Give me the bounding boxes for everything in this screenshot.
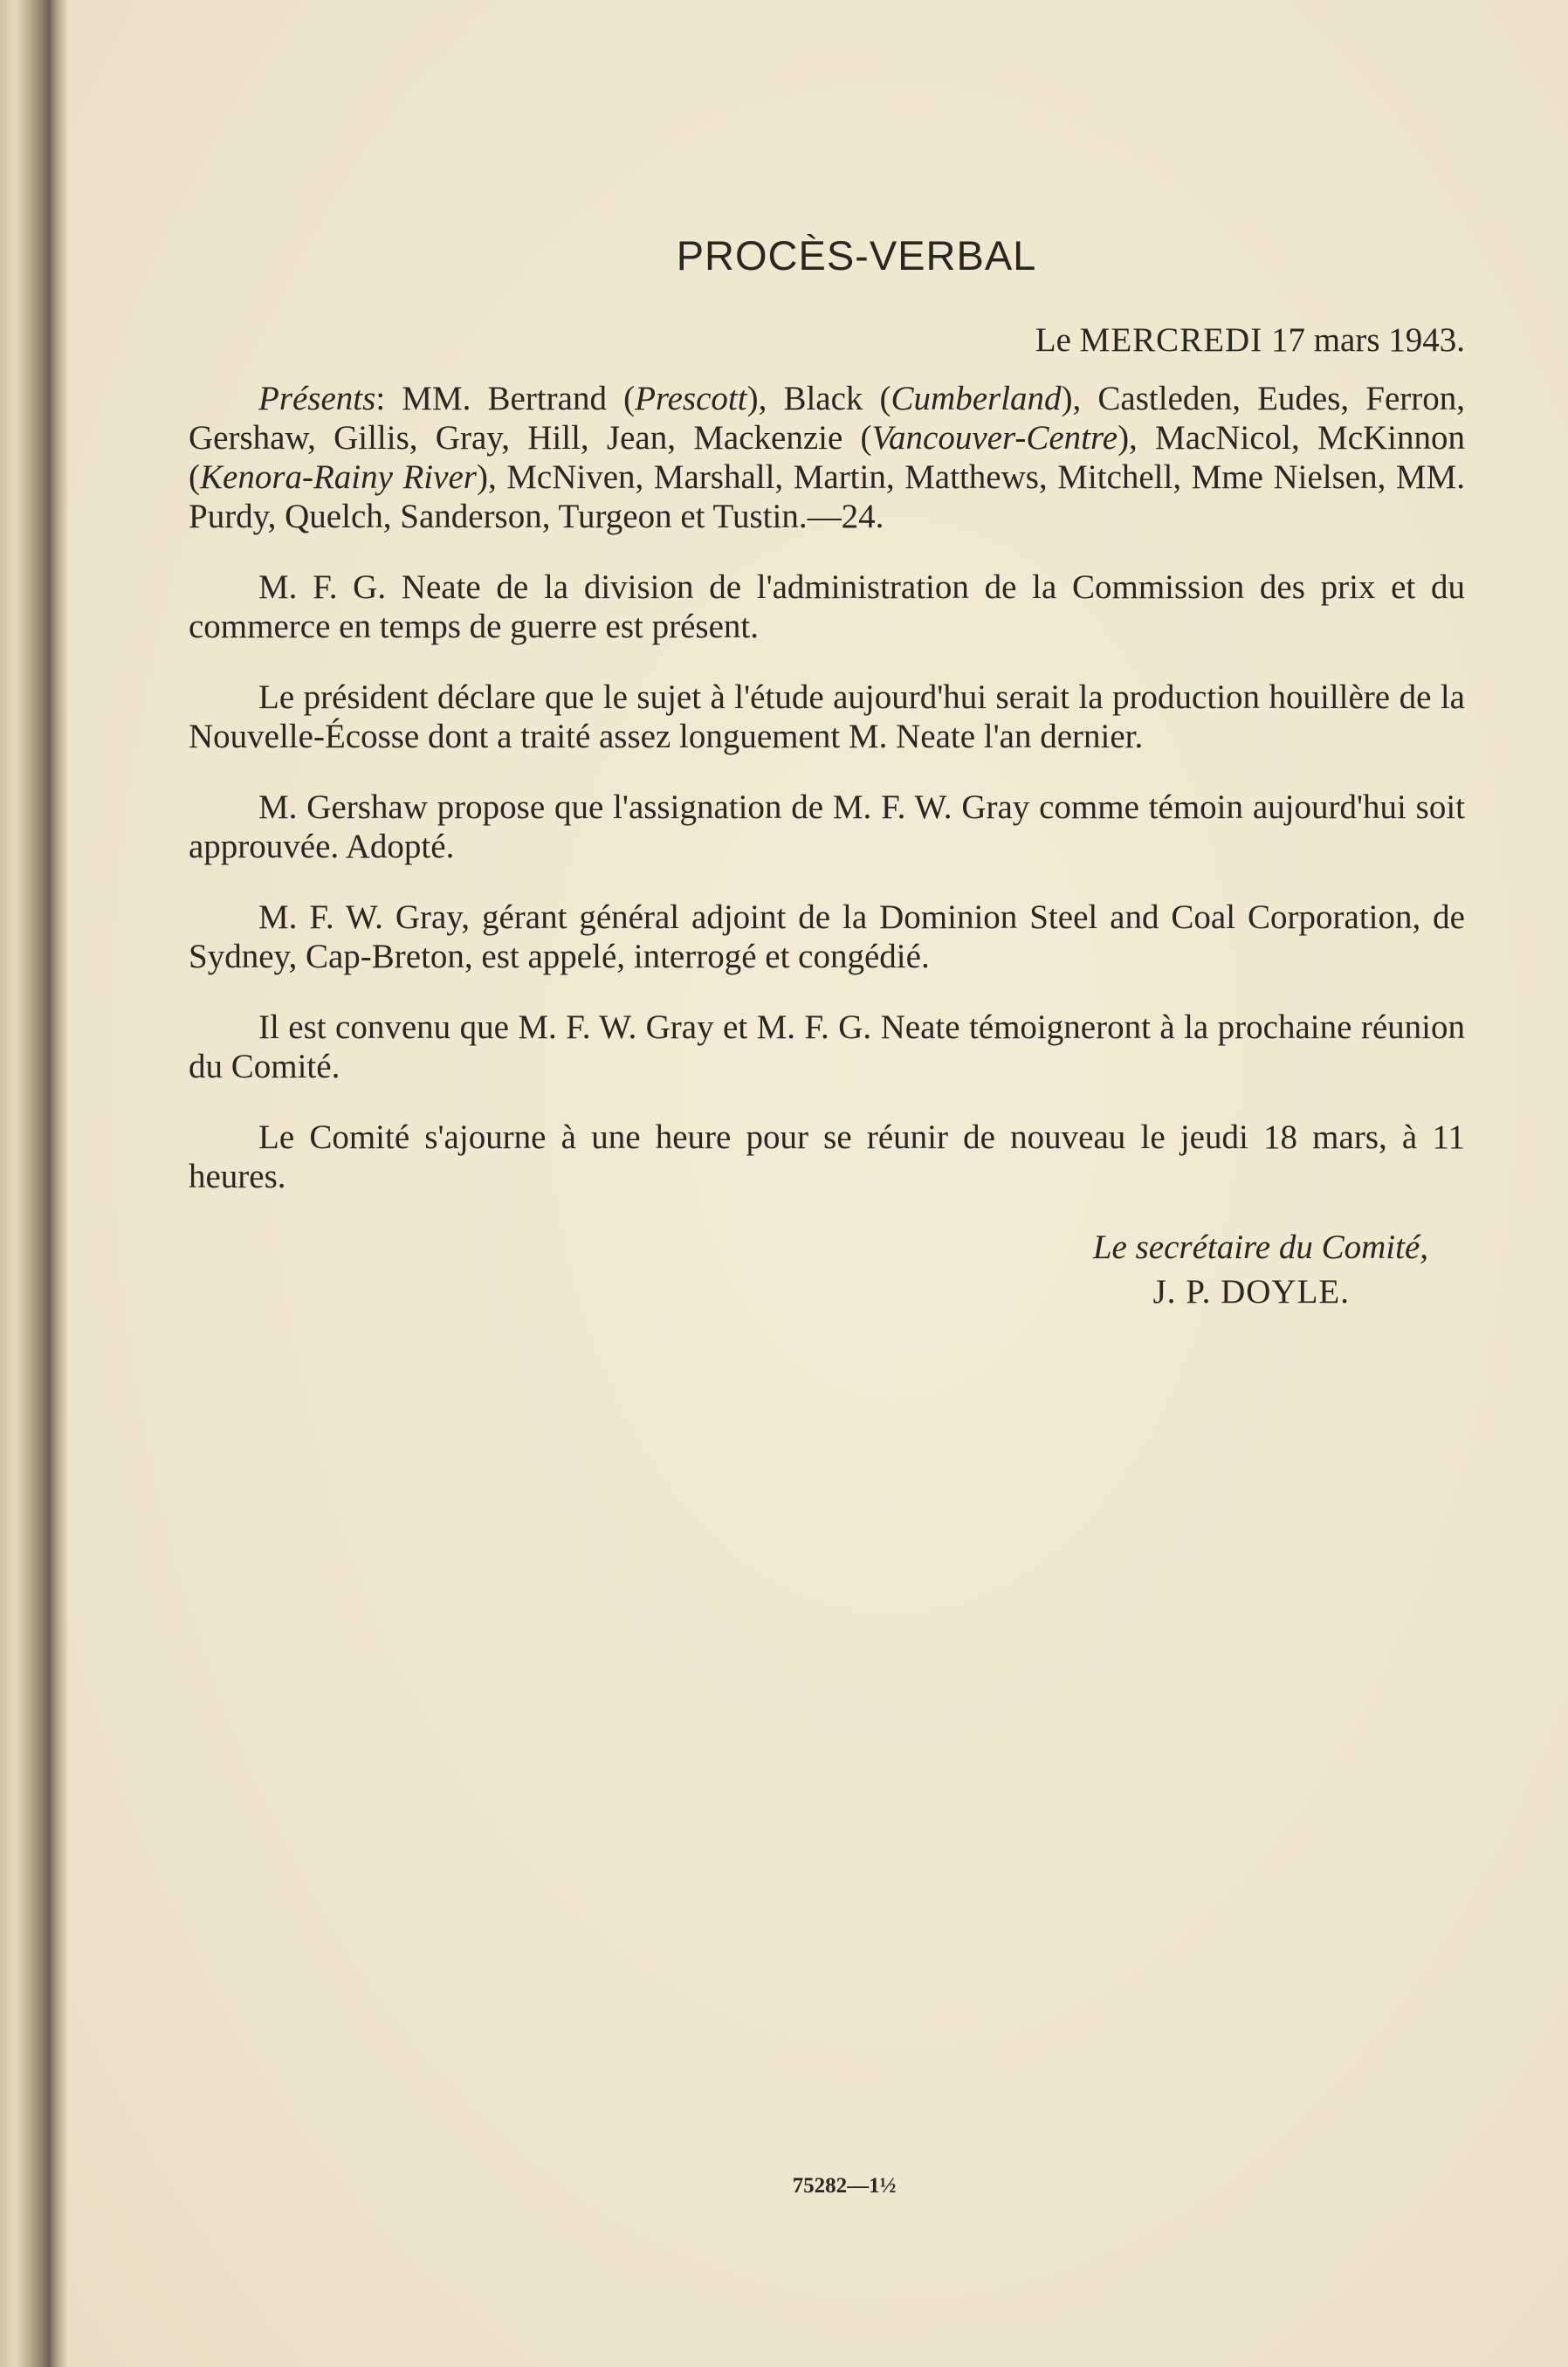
presents-label: Présents (258, 380, 376, 417)
document-page (68, 0, 1568, 2367)
paragraph-neate-present: M. F. G. Neate de la division de l'administration de la Commission des prix et du commerce en temps de guerre est présent. (189, 568, 1465, 645)
presents-colon: : (375, 380, 386, 417)
presents-paragraph (189, 379, 1465, 536)
riding-kenora-rainy-river: Kenora-Rainy River (200, 458, 477, 496)
page-footer-code: 75282—1½ (792, 2174, 897, 2198)
presents-seg2: ), Black ( (746, 380, 891, 417)
book-binding-edge (0, 0, 68, 2367)
signature-block (189, 1228, 1489, 1311)
paragraph-agreement: Il est convenu que M. F. W. Gray et M. F. G. Neate témoigneront à la prochaine réunion du Comité. (189, 1008, 1465, 1085)
riding-cumberland: Cumberland (891, 380, 1062, 417)
presents-seg4: ), MacNicol, McKinnon ( (189, 419, 1466, 496)
riding-prescott: Prescott (635, 380, 747, 417)
date-day: MERCREDI (1079, 321, 1263, 359)
presents-seg3: ), Castleden, Eudes, Ferron, Gershaw, Gillis, Gray, Hill, Jean, Mackenzie ( (189, 380, 1465, 457)
page-content (189, 232, 1489, 1311)
signature-name: J. P. DOYLE. (1152, 1273, 1350, 1311)
riding-vancouver-centre: Vancouver-Centre (871, 419, 1118, 457)
paragraph-subject: Le président déclare que le sujet à l'étude aujourd'hui serait la production houillère de la Nouvelle-Écosse dont a traité assez longuement M. Neate l'an dernier. (189, 678, 1465, 755)
paragraph-motion: M. Gershaw propose que l'assignation de M. F. W. Gray comme témoin aujourd'hui soit approuvée. Adopté. (189, 788, 1465, 865)
date-prefix: Le (1035, 321, 1071, 359)
presents-seg5: ), McNiven, Marshall, Martin, Matthews, Mitchell, Mme Nielsen, MM. Purdy, Quelch, Sanderson, Turgeon et Tustin.—24. (189, 458, 1465, 535)
signature-role: Le secrétaire du Comité, (1092, 1228, 1428, 1266)
paragraph-adjournment: Le Comité s'ajourne à une heure pour se réunir de nouveau le jeudi 18 mars, à 11 heures. (189, 1118, 1465, 1195)
page-title: PROCÈS-VERBAL (676, 232, 1037, 279)
date-rest: 17 mars 1943. (1270, 321, 1465, 359)
presents-seg1: MM. Bertrand ( (402, 380, 636, 417)
paragraph-witness: M. F. W. Gray, gérant général adjoint de la Dominion Steel and Coal Corporation, de Sydney, Cap-Breton, est appelé, interrogé et congédié. (189, 898, 1465, 975)
meeting-date (189, 320, 1465, 360)
